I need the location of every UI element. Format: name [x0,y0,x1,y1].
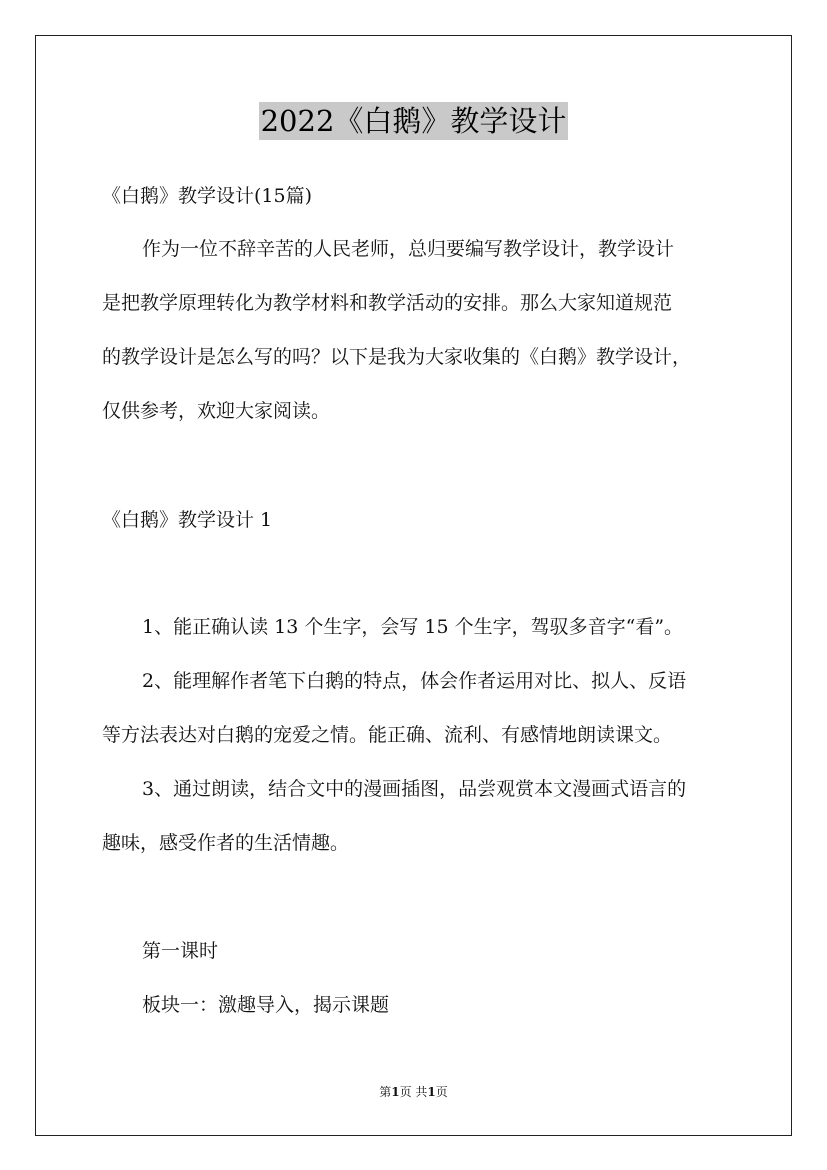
footer-total-pages: 1 [427,1085,436,1099]
goal-line-2: 2、能理解作者笔下白鹅的特点，体会作者运用对比、拟人、反语 [142,670,687,692]
footer-suffix: 页 [435,1085,448,1099]
document-subtitle: 《白鹅》教学设计(15篇) [102,185,313,207]
block-label: 板块一：激趣导入，揭示课题 [142,994,390,1016]
lesson-label: 第一课时 [142,940,219,962]
intro-line-3: 的教学设计是怎么写的吗？以下是我为大家收集的《白鹅》教学设计， [102,346,692,368]
goal-line-5: 趣味，感受作者的生活情趣。 [102,832,350,854]
title-container [0,102,827,140]
footer-page-number: 1 [391,1085,400,1099]
footer-prefix: 第 [379,1085,392,1099]
intro-line-2: 是把教学原理转化为教学材料和教学活动的安排。那么大家知道规范 [102,292,673,314]
document-title: 2022《白鹅》教学设计 [260,104,567,138]
intro-line-1: 作为一位不辞辛苦的人民老师，总归要编写教学设计，教学设计 [142,238,675,260]
goal-line-1: 1、能正确认读 13 个生字，会写 15 个生字，驾驭多音字“看”。 [142,616,684,638]
section-heading: 《白鹅》教学设计 1 [102,509,273,531]
goal-line-4: 3、通过朗读，结合文中的漫画插图，品尝观赏本文漫画式语言的 [142,778,687,800]
page-footer [0,1084,827,1100]
intro-line-4: 仅供参考，欢迎大家阅读。 [102,400,331,422]
goal-line-3: 等方法表达对白鹅的宠爱之情。能正确、流利、有感情地朗读课文。 [102,724,673,746]
footer-mid: 页 共 [399,1085,428,1099]
